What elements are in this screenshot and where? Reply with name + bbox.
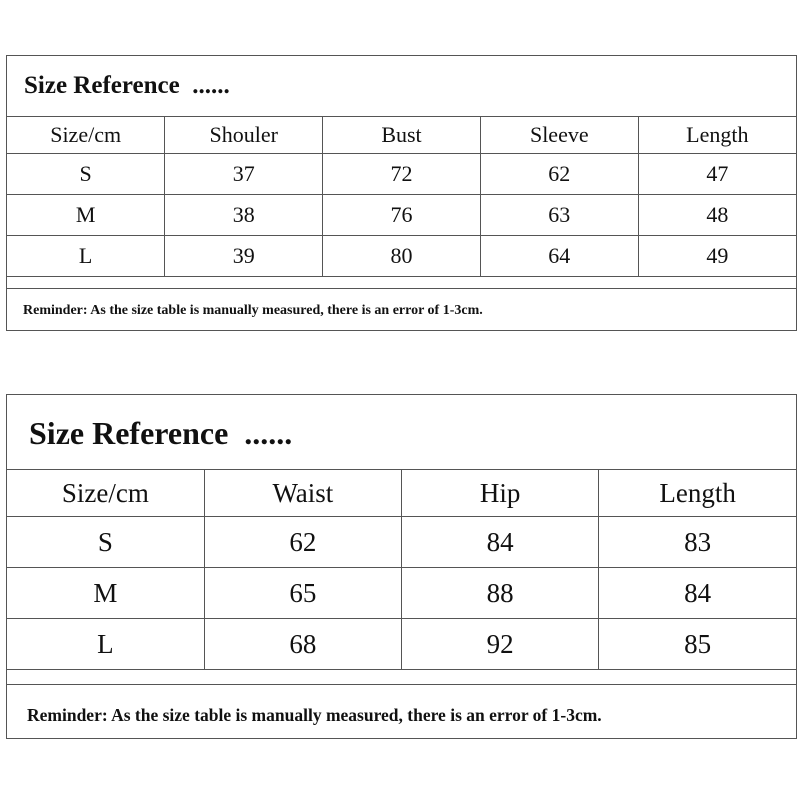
size-table — [7, 470, 796, 670]
column-header: Sleeve — [480, 117, 638, 154]
table-row — [7, 236, 796, 277]
table-cell: S — [7, 154, 165, 195]
table-row — [7, 517, 796, 568]
column-header: Shouler — [165, 117, 323, 154]
table-cell: 83 — [599, 517, 796, 568]
table-cell: 62 — [480, 154, 638, 195]
table-cell: M — [7, 568, 204, 619]
table-cell: 48 — [638, 195, 796, 236]
table-cell: 68 — [204, 619, 401, 670]
table-cell: 76 — [323, 195, 481, 236]
table-cell: 49 — [638, 236, 796, 277]
table-cell: 47 — [638, 154, 796, 195]
table-cell: L — [7, 619, 204, 670]
table-cell: 62 — [204, 517, 401, 568]
column-header: Hip — [402, 470, 599, 517]
table-header-row — [7, 470, 796, 517]
column-header: Length — [638, 117, 796, 154]
divider — [7, 277, 796, 289]
column-header: Length — [599, 470, 796, 517]
table-header-row — [7, 117, 796, 154]
table-row — [7, 619, 796, 670]
table-cell: 72 — [323, 154, 481, 195]
table-cell: 84 — [402, 517, 599, 568]
table-cell: L — [7, 236, 165, 277]
table-row — [7, 154, 796, 195]
table-row — [7, 568, 796, 619]
column-header: Size/cm — [7, 470, 204, 517]
table-cell: 84 — [599, 568, 796, 619]
column-header: Waist — [204, 470, 401, 517]
column-header: Size/cm — [7, 117, 165, 154]
table-cell: M — [7, 195, 165, 236]
table-cell: 88 — [402, 568, 599, 619]
table-cell: 92 — [402, 619, 599, 670]
table-row — [7, 195, 796, 236]
table-cell: 37 — [165, 154, 323, 195]
table-cell: 38 — [165, 195, 323, 236]
table-title: Size Reference ...... — [7, 395, 796, 470]
table-cell: 39 — [165, 236, 323, 277]
table-cell: 80 — [323, 236, 481, 277]
column-header: Bust — [323, 117, 481, 154]
table-title: Size Reference ...... — [7, 56, 796, 117]
table-cell: 65 — [204, 568, 401, 619]
table-cell: 63 — [480, 195, 638, 236]
table-cell: 64 — [480, 236, 638, 277]
size-table — [7, 117, 796, 277]
divider — [7, 670, 796, 685]
reminder-note: Reminder: As the size table is manually measured, there is an error of 1-3cm. — [23, 303, 483, 318]
reminder-note: Reminder: As the size table is manually measured, there is an error of 1-3cm. — [27, 705, 602, 725]
table-cell: S — [7, 517, 204, 568]
size-table-card-bottoms — [6, 394, 797, 739]
size-table-card-tops — [6, 55, 797, 331]
table-cell: 85 — [599, 619, 796, 670]
